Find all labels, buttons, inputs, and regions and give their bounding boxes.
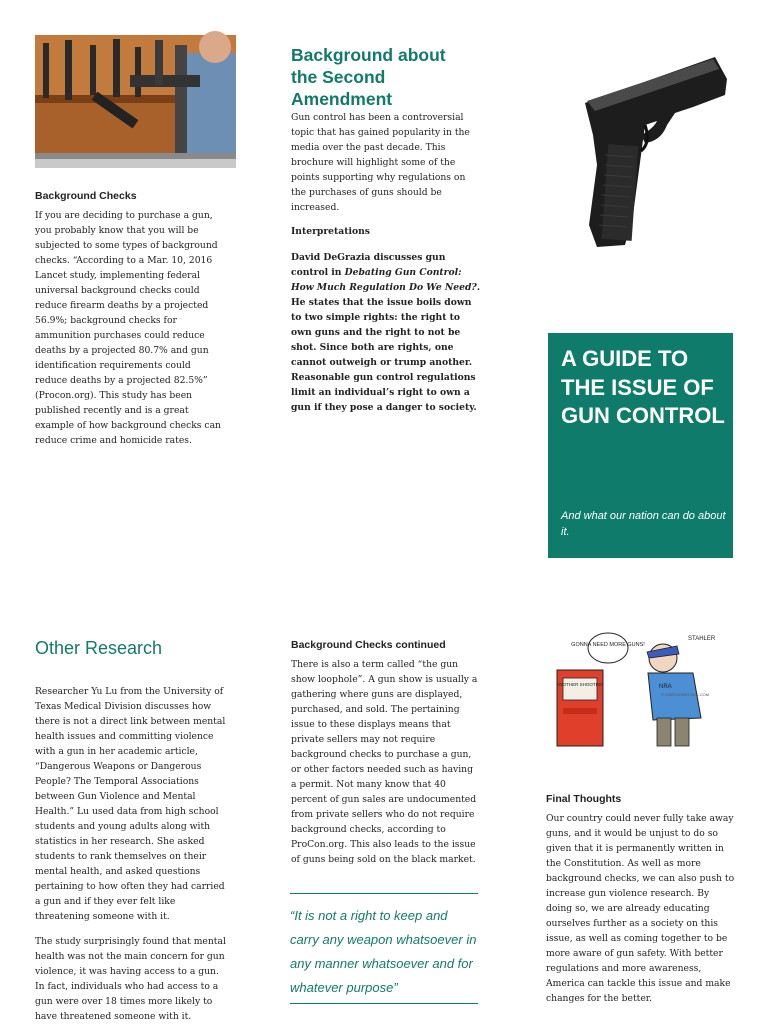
cartoon-shirt-text: NRA xyxy=(659,684,672,690)
interpretations-body xyxy=(291,250,481,415)
cover-title: A GUIDE TO THE ISSUE OF GUN CONTROL xyxy=(561,346,725,428)
other-research-paragraph-2: The study surprisingly found that mental health was not the main concern for gun violence, it was having access to a gun. In fact, individuals who had access to a gun were over 18 times more likely to have threatened someone with it. xyxy=(35,936,226,1022)
book-title: Debating Gun Control: How Much Regulation Do We Need? xyxy=(291,267,477,293)
background-checks-continued-body: There is also a term called “the gun show loophole”. A gun show is usually a gathering where guns are displayed, purchased, and sold. The pertaining issue to these displays means that private sellers may not require background checks to purchase a gun, or other factors needed such as having a permit. Not many know that 40 percent of gun sales are undocumented from private sellers who do not require background checks, according to ProCon.org. This also leads to the issue of guns being sold on the black market. xyxy=(291,659,478,865)
interpretations-heading: Interpretations xyxy=(291,226,370,237)
gun-cartoon xyxy=(553,628,716,750)
second-amendment-body: Gun control has been a controversial topic that has gained popularity in the media over the past decade. This brochure will highlight some of the points supporting why regulations on the purchases of guns should be increased. xyxy=(291,112,470,213)
background-checks-body: If you are deciding to purchase a gun, you probably know that you will be subjected to some types of background checks. “According to a Mar. 10, 2016 Lancet study, implementing federal universal background checks could reduce firearm deaths by a projected 56.9%; background checks for ammunition purchases could reduce deaths by a projected 80.7% and gun identification requirements could reduce deaths by a projected 82.5%” (Procon.org). This study has been published recently and is a great example of how background checks can reduce crime and homicide rates. xyxy=(35,210,221,446)
cartoon-speech: GONNA NEED MORE GUNS! xyxy=(571,642,645,648)
interpretations-rest: . He states that the issue boils down to two simple rights: the right to own guns and the right to not be shot. Since both are rights, one cannot outweigh or trump another. Reasonable gun control regulations limit an individual’s right to own a gun if they pose a danger to society. xyxy=(291,282,481,413)
cover-subtitle: And what our nation can do about it. xyxy=(561,510,726,538)
quote-bottom-rule xyxy=(290,1003,478,1004)
cover-panel xyxy=(548,333,733,558)
second-amendment-heading: Background about the Second Amendment xyxy=(291,45,446,109)
other-research-heading: Other Research xyxy=(35,638,163,658)
final-thoughts-heading: Final Thoughts xyxy=(546,793,622,805)
interpretations-author: David DeGrazia discusses gun control in xyxy=(291,252,446,278)
cartoon-box-label: ANOTHER SHOOTING xyxy=(556,682,604,687)
pistol-photo xyxy=(575,55,730,250)
cartoon-signature: STAHLER xyxy=(688,636,716,642)
final-thoughts-body: Our country could never fully take away guns, and it would be unjust to do so given that it is permanently written in the Constitution. As well as more background checks, we can also push to increase gun violence research. By doing so, we are already educating ourselves further as a society on this issue, as well as coming together to be more aware of gun safety. With better regulations and more awareness, America can tackle this issue and make changes for the better. xyxy=(546,813,735,1004)
pull-quote: “It is not a right to keep and carry any weapon whatsoever in any manner whatsoever and for whatever purpose” xyxy=(290,908,477,995)
cartoon-site: © CARTOONSTOCK.COM xyxy=(661,692,710,697)
background-checks-heading: Background Checks xyxy=(35,190,137,202)
other-research-paragraph-1: Researcher Yu Lu from the University of Texas Medical Division discusses how there is not a direct link between mental health issues and committing violence with a gun in her academic article, “Dangerous Weapons or Dangerous People? The Temporal Associations between Gun Violence and Mental Health.” Lu used data from high school students and young adults along with statistics in her research. She asked students to rank themselves on their mental health, and asked questions pertaining to how often they had carried a gun and if they ever felt like threatening someone with it. xyxy=(35,686,226,922)
rifle-shop-photo xyxy=(35,35,236,168)
background-checks-continued-heading: Background Checks continued xyxy=(291,639,446,651)
quote-top-rule xyxy=(290,893,478,894)
